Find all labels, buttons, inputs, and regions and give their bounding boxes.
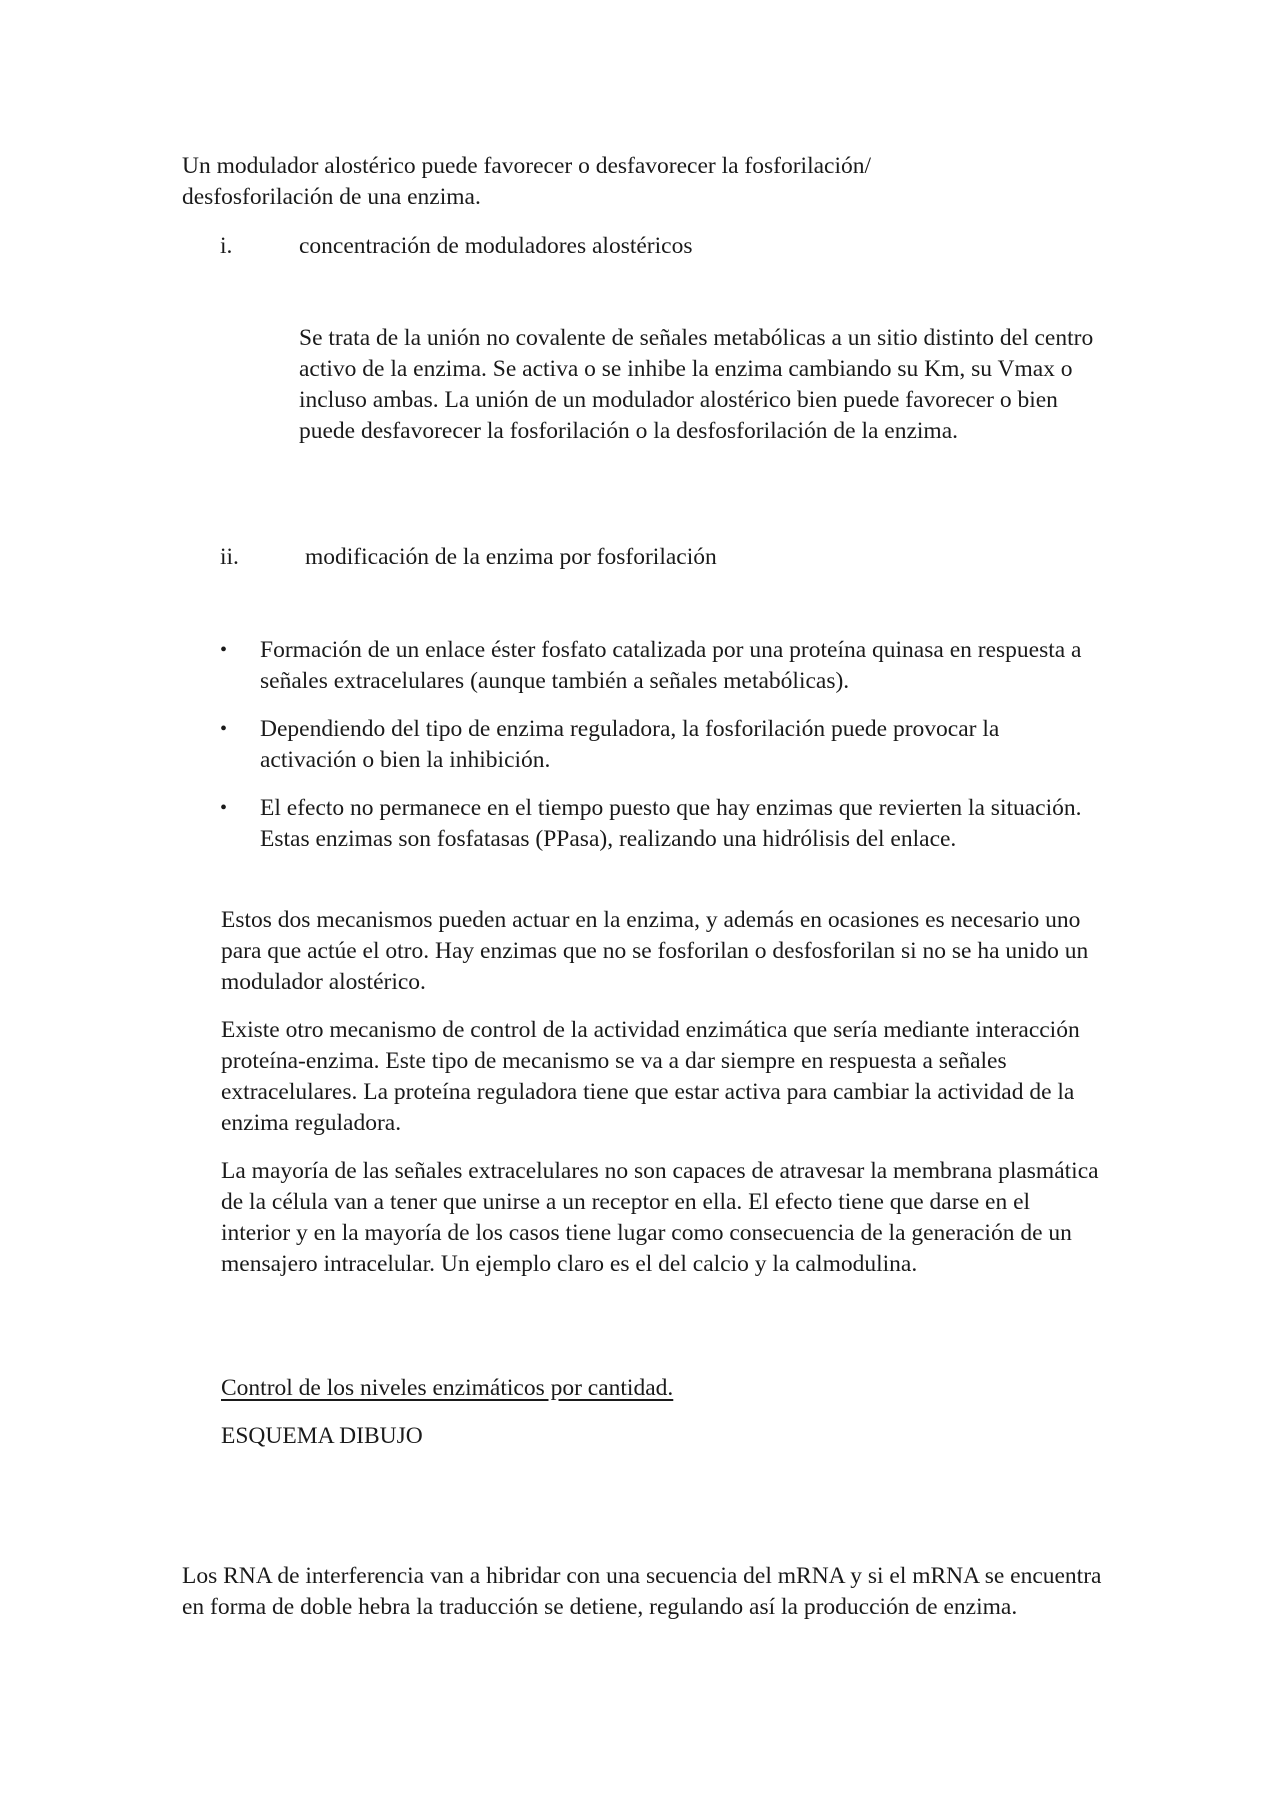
bullet-text: El efecto no permanece en el tiempo puesto que hay enzimas que revierten la situación. Estas enzimas son fosfatasas (PPasa), realizando una hidrólisis del enlace. xyxy=(260,795,1082,852)
bullet-text: Dependiendo del tipo de enzima reguladora, la fosforilación puede provocar la activación o bien la inhibición. xyxy=(260,716,1000,773)
allosteric-paragraph: Se trata de la unión no covalente de señales metabólicas a un sitio distinto del centro activo de la enzima. Se activa o se inhibe la enzima cambiando su Km, su Vmax o incluso ambas. La unión de un modulador alostérico bien puede favorecer o bien puede desfavorecer la fosforilación o la desfosforilación de la enzima. xyxy=(299,325,1094,444)
list-marker-ii: ii. xyxy=(220,544,239,570)
bullet-item xyxy=(220,714,1100,776)
bullet-item xyxy=(220,635,1100,697)
list-marker-i: i. xyxy=(220,233,233,259)
list-title-ii: modificación de la enzima por fosforilación xyxy=(305,544,717,570)
section-heading: Control de los niveles enzimáticos por cantidad. xyxy=(221,1375,674,1401)
final-paragraph: Los RNA de interferencia van a hibridar con una secuencia del mRNA y si el mRNA se encuentra en forma de doble hebra la traducción se detiene, regulando así la producción de enzima. xyxy=(182,1563,1102,1620)
bullet-list xyxy=(220,635,1100,872)
bullet-item xyxy=(220,793,1100,855)
bullet-dot: • xyxy=(220,718,228,740)
bullet-text: Formación de un enlace éster fosfato catalizada por una proteína quinasa en respuesta a señales extracelulares (aunque también a señales metabólicas). xyxy=(260,637,1082,694)
bullet-dot: • xyxy=(220,797,228,819)
body-paragraph: La mayoría de las señales extracelulares no son capaces de atravesar la membrana plasmática de la célula van a tener que unirse a un receptor en ella. El efecto tiene que darse en el interior y en la mayoría de los casos tiene lugar como consecuencia de la generación de un mensajero intracelular. Un ejemplo claro es el del calcio y la calmodulina. xyxy=(221,1158,1099,1277)
body-paragraph: Existe otro mecanismo de control de la actividad enzimática que sería mediante interacción proteína-enzima. Este tipo de mecanismo se va a dar siempre en respuesta a señales extracelulares. La proteína reguladora tiene que estar activa para cambiar la actividad de la enzima reguladora. xyxy=(221,1017,1080,1136)
list-title-i: concentración de moduladores alostéricos xyxy=(299,233,693,259)
bullet-dot: • xyxy=(220,639,228,661)
body-paragraph: Estos dos mecanismos pueden actuar en la enzima, y además en ocasiones es necesario uno para que actúe el otro. Hay enzimas que no se fosforilan o desfosforilan si no se ha unido un modulador alostérico. xyxy=(221,907,1089,995)
scheme-label: ESQUEMA DIBUJO xyxy=(221,1423,423,1449)
intro-paragraph: Un modulador alostérico puede favorecer o desfavorecer la fosforilación/ desfosforilación de una enzima. xyxy=(182,153,872,210)
